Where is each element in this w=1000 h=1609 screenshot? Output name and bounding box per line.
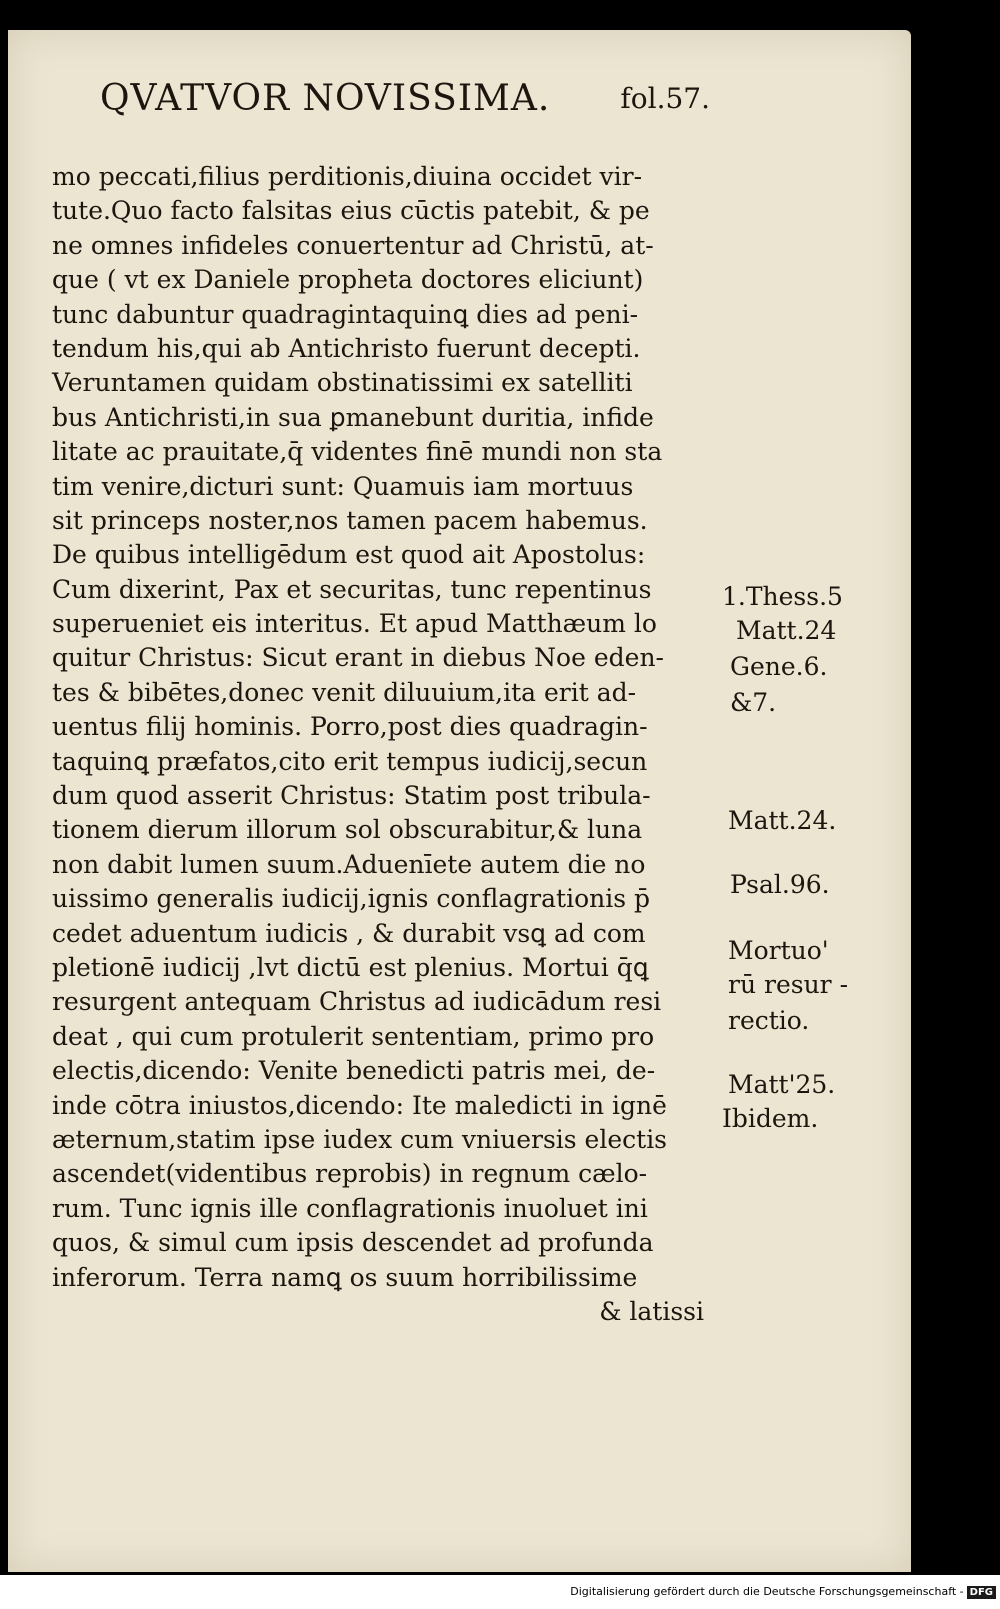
text-line: tes & bibētes,donec venit diluuium,ita erit ad- [52, 677, 637, 707]
text-line: uentus filij hominis. Porro,post dies quadragin- [52, 712, 648, 742]
text-line: inde cōtra iniustos,dicendo: Ite maledicti in ignē [52, 1090, 667, 1120]
text-line: sit princeps noster,nos tamen pacem habemus. [52, 505, 648, 535]
text-line: mo peccati,filius perditionis,diuina occidet vir- [52, 162, 643, 191]
text-line: ne omnes infideles conuertentur ad Christū, at- [52, 230, 654, 260]
marginal-note: &7. [730, 688, 777, 717]
text-line: inferorum. Terra namꝗ os suum horribilissime [52, 1262, 638, 1292]
credit-text: Digitalisierung gefördert durch die Deutsche Forschungsgemeinschaft - [570, 1585, 964, 1598]
digitization-credit [0, 1585, 996, 1605]
text-line: ascendet(videntibus reprobis) in regnum cælo- [52, 1159, 648, 1189]
text-line: que ( vt ex Daniele propheta doctores eliciunt) [52, 265, 644, 295]
marginal-note: Psal.96. [730, 870, 830, 899]
text-line: uissimo generalis iudicij,ignis conflagrationis p̄ [52, 884, 650, 914]
text-line: bus Antichristi,in sua ꝑmanebunt duritia, infide [52, 402, 654, 432]
text-line: quos, & simul cum ipsis descendet ad profunda [52, 1228, 654, 1258]
marginal-note: Gene.6. [730, 652, 828, 681]
text-line: tionem dierum illorum sol obscurabitur,& luna [52, 815, 643, 845]
text-line: cedet aduentum iudicis , & durabit vsꝗ ad com [52, 918, 646, 948]
marginal-note: Mortuo' [728, 936, 829, 965]
marginal-note: Matt.24. [728, 806, 837, 835]
marginal-note: 1.Thess.5 [722, 582, 843, 611]
marginal-note: Matt'25. [728, 1070, 836, 1099]
text-line: tunc dabuntur quadragintaquinꝗ dies ad peni- [52, 299, 639, 329]
folio-number: fol.57. [620, 82, 710, 115]
marginal-note: rū resur - [728, 970, 849, 999]
text-line: De quibus intelligēdum est quod ait Apostolus: [52, 540, 646, 570]
text-line: resurgent antequam Christus ad iudicādum resi [52, 987, 662, 1017]
text-line: quitur Christus: Sicut erant in diebus Noe eden- [52, 643, 664, 673]
text-line: dum quod asserit Christus: Statim post tribula- [52, 781, 651, 811]
body-text [52, 160, 712, 1329]
text-line: non dabit lumen suum.Aduenīete autem die no [52, 849, 646, 879]
catchword: & latissi [599, 1296, 704, 1326]
marginal-note: Matt.24 [736, 616, 837, 645]
text-line: electis,dicendo: Venite benedicti patris mei, de- [52, 1056, 656, 1086]
text-line: Veruntamen quidam obstinatissimi ex satelliti [52, 368, 633, 398]
marginal-note: rectio. [728, 1006, 810, 1035]
text-line: superueniet eis interitus. Et apud Matthæum lo [52, 609, 657, 639]
text-line: taquinꝗ præfatos,cito erit tempus iudicij,secun [52, 746, 648, 776]
text-line: tute.Quo facto falsitas eius cūctis patebit, & pe [52, 196, 650, 226]
text-line: Cum dixerint, Pax et securitas, tunc repentinus [52, 574, 652, 604]
text-line: litate ac prauitate,q̄ videntes finē mundi non sta [52, 437, 663, 467]
page-header [100, 78, 710, 138]
text-line: rum. Tunc ignis ille conflagrationis inuoluet ini [52, 1193, 648, 1223]
dfg-logo: DFG [967, 1586, 996, 1599]
text-line: æternum,statim ipse iudex cum vniuersis electis [52, 1124, 668, 1154]
running-title: QVATVOR NOVISSIMA. [100, 78, 551, 119]
marginal-note: Ibidem. [722, 1104, 819, 1133]
text-line: pletionē iudicij ,lvt dictū est plenius. Mortui q̄ꝗ [52, 952, 649, 982]
text-line: deat , qui cum protulerit sententiam, primo pro [52, 1021, 655, 1051]
text-line: tim venire,dicturi sunt: Quamuis iam mortuus [52, 471, 634, 501]
text-line: tendum his,qui ab Antichristo fuerunt decepti. [52, 333, 641, 363]
